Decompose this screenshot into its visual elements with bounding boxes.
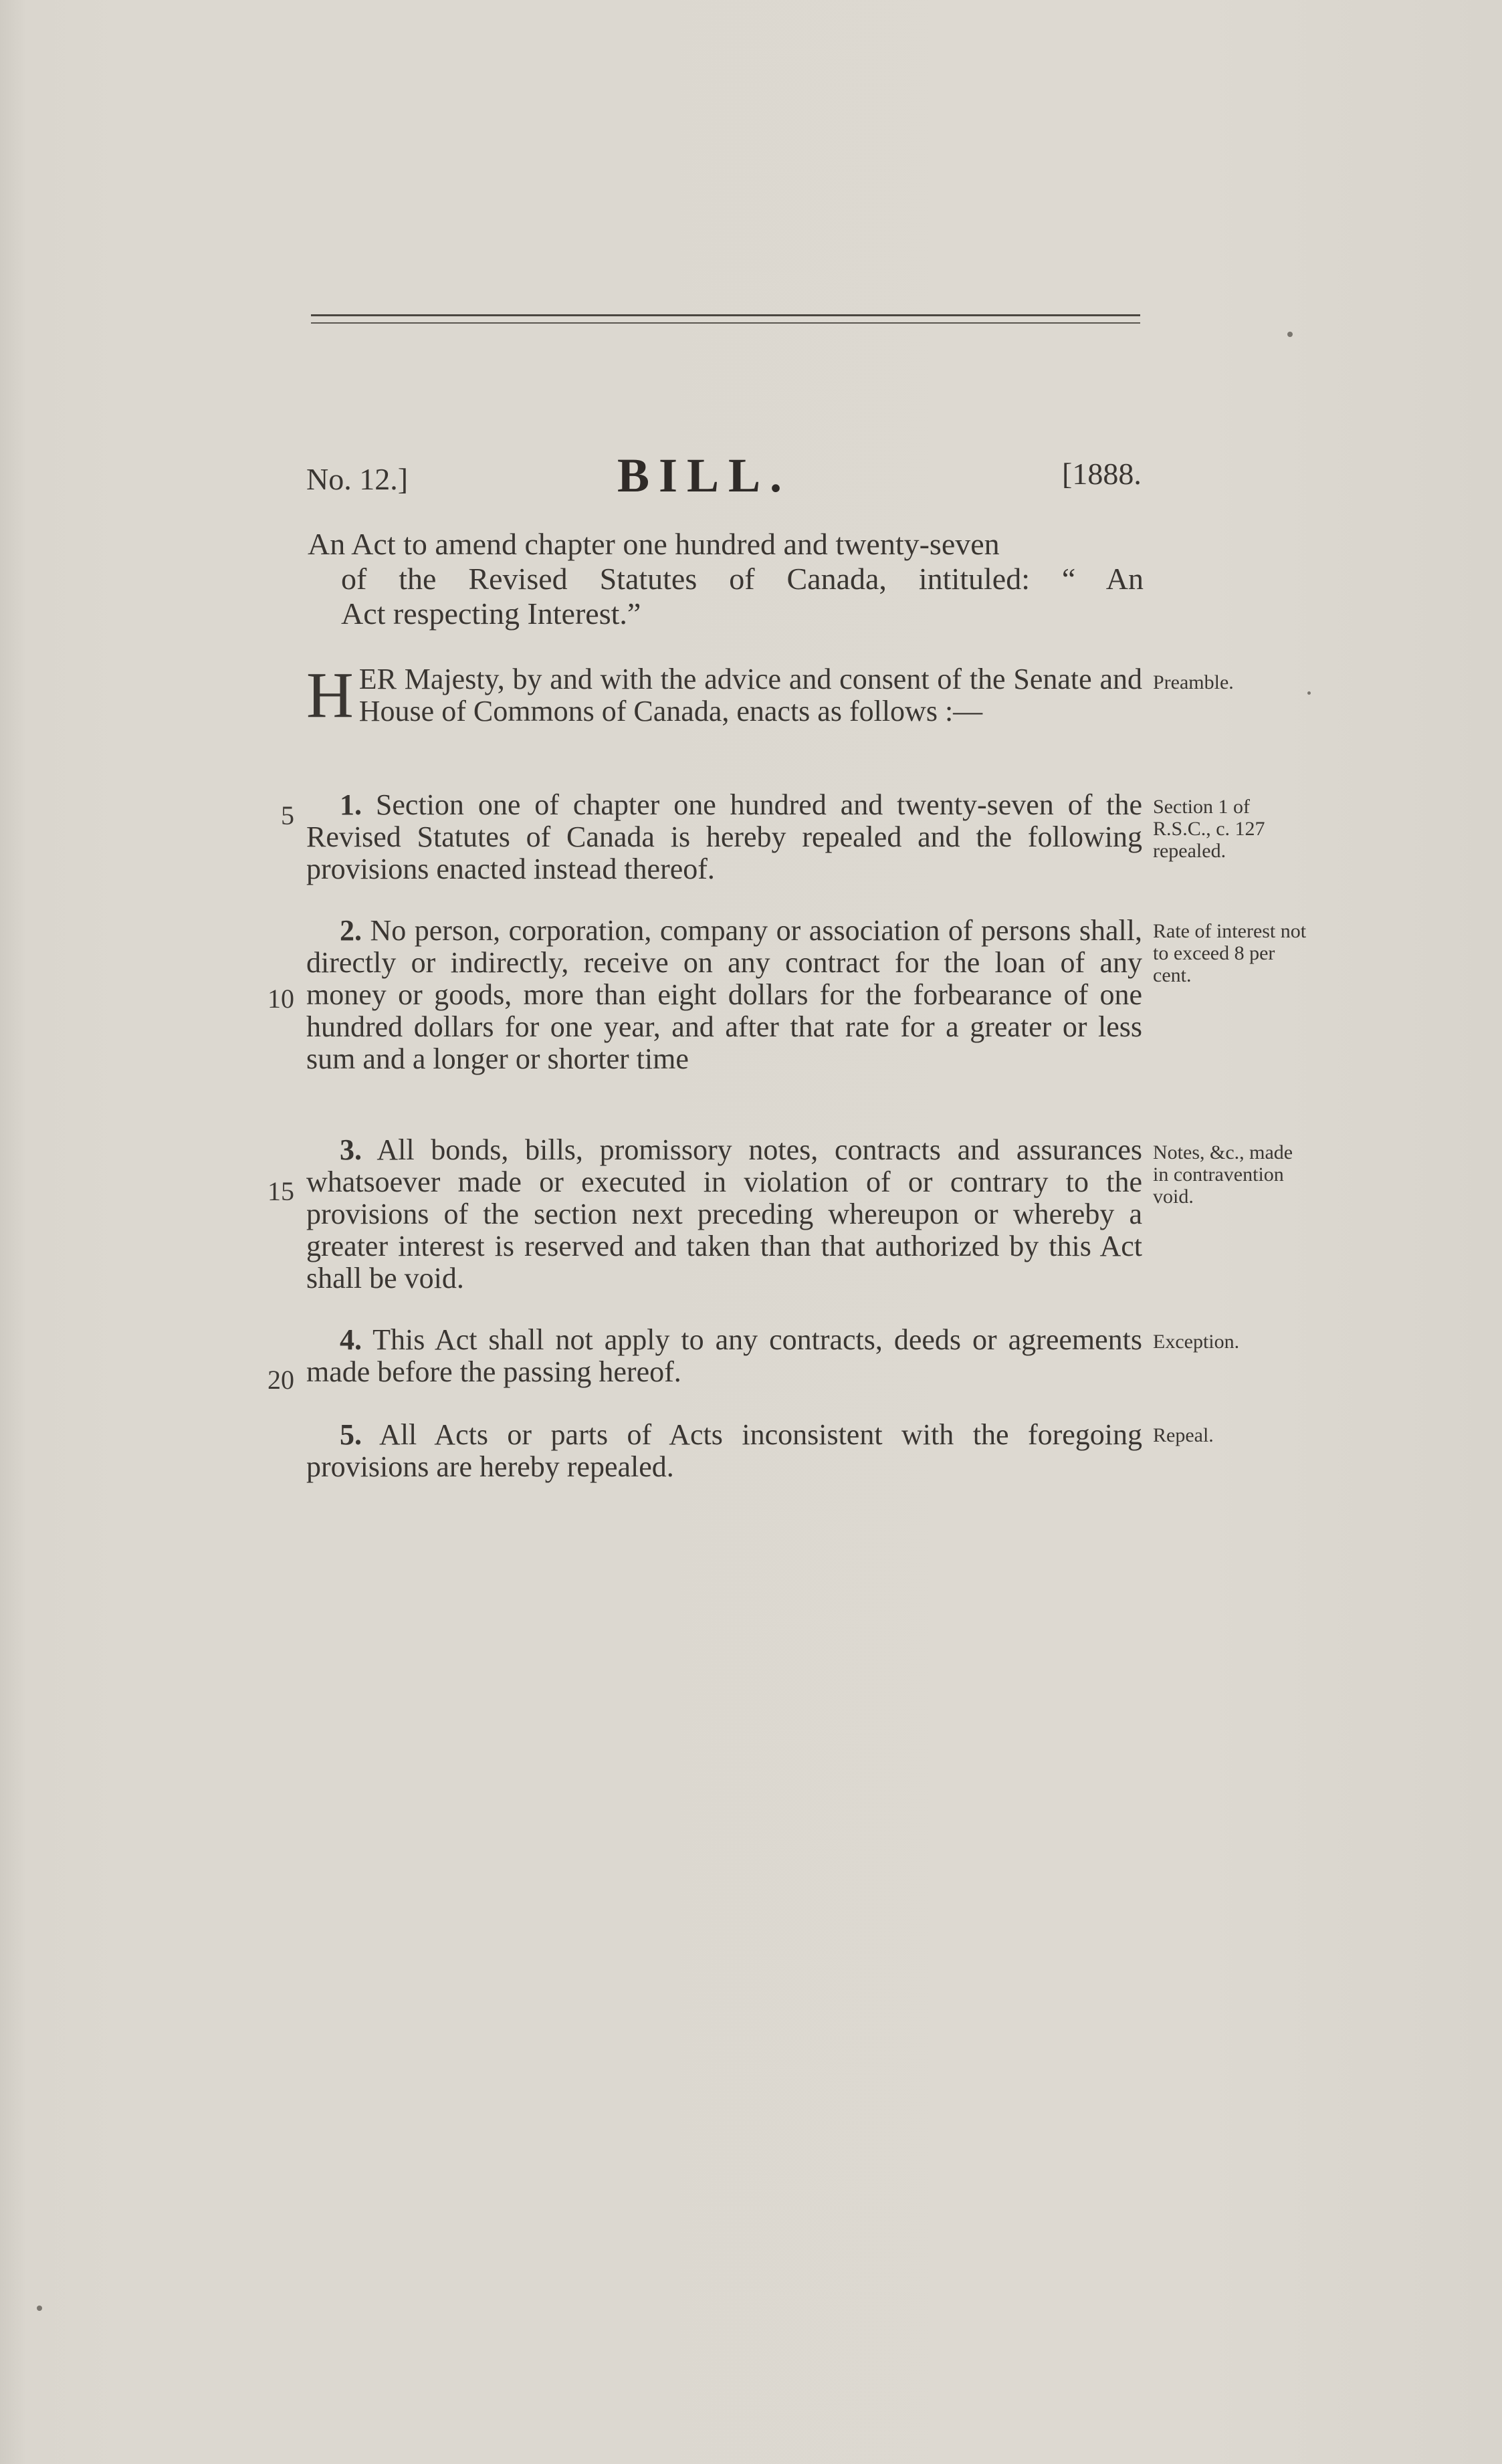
section-5-number: 5. xyxy=(340,1418,362,1451)
section-5 xyxy=(306,1419,1142,1483)
section-4-number: 4. xyxy=(340,1323,362,1356)
bill-heading-text: BILL. xyxy=(617,449,792,502)
bill-title xyxy=(308,527,1144,631)
bill-year: [1888. xyxy=(1062,457,1142,491)
paper-speck xyxy=(1307,691,1311,695)
line-number-5: 5 xyxy=(281,800,294,830)
paper-speck xyxy=(1287,332,1293,337)
bill-number: No. 12.] xyxy=(306,462,409,496)
section-2-number: 2. xyxy=(340,914,362,947)
section-4 xyxy=(306,1324,1142,1388)
top-rule xyxy=(311,314,1140,316)
title-line-3: Act respecting Interest.” xyxy=(341,596,641,631)
section-1-text: Section one of chapter one hundred and twenty-seven of the Revised Statutes of Canada is hereby repealed and the following provisions enacted instead thereof. xyxy=(306,788,1143,885)
section-2-text: No person, corporation, company or association of persons shall, directly or indirectly, receive on any contract for the loan of any money or goods, more than eight dollars for the forbearance of one hundred dollars for one year, and after that rate for a greater or less sum and a longer or shorter time xyxy=(306,914,1142,1075)
preamble-text: ER Majesty, by and with the advice and consent of the Senate and House of Commons of Canada, enacts as follows :— xyxy=(358,663,1142,727)
bill-heading xyxy=(0,448,1502,503)
margin-note-section-2: Rate of interest not to exceed 8 per cent. xyxy=(1153,920,1307,986)
section-3 xyxy=(306,1134,1142,1295)
section-1-number: 1. xyxy=(340,788,362,821)
title-line-1: An Act to amend chapter one hundred and twenty-seven xyxy=(308,527,1000,561)
paper-speck xyxy=(37,2306,42,2311)
section-3-text: All bonds, bills, promissory notes, contracts and assurances whatsoever made or executed in violation of or contrary to the provisions of the section next preceding whereupon or whereby a greater interest is reserved and taken than that authorized by this Act shall be void. xyxy=(306,1133,1142,1295)
margin-note-preamble: Preamble. xyxy=(1153,671,1234,693)
title-line-2: of the Revised Statutes of Canada, intituled: “ An xyxy=(341,562,1144,596)
line-number-20: 20 xyxy=(267,1365,294,1395)
section-4-text: This Act shall not apply to any contracts, deeds or agreements made before the passing hereof. xyxy=(306,1323,1142,1388)
line-number-10: 10 xyxy=(267,984,294,1014)
preamble-dropcap: H xyxy=(306,659,354,732)
section-1 xyxy=(306,789,1142,885)
section-3-number: 3. xyxy=(340,1133,362,1166)
margin-note-section-4: Exception. xyxy=(1153,1331,1240,1353)
section-5-text: All Acts or parts of Acts inconsistent with the foregoing provisions are hereby repealed. xyxy=(306,1418,1142,1483)
margin-note-section-3: Notes, &c., made in contravention void. xyxy=(1153,1141,1293,1208)
section-2 xyxy=(306,915,1142,1075)
margin-note-section-5: Repeal. xyxy=(1153,1424,1214,1446)
line-number-15: 15 xyxy=(267,1176,294,1206)
margin-note-section-1: Section 1 of R.S.C., c. 127 repealed. xyxy=(1153,796,1265,862)
top-rule-thin xyxy=(311,322,1140,324)
preamble-paragraph xyxy=(306,659,1142,732)
